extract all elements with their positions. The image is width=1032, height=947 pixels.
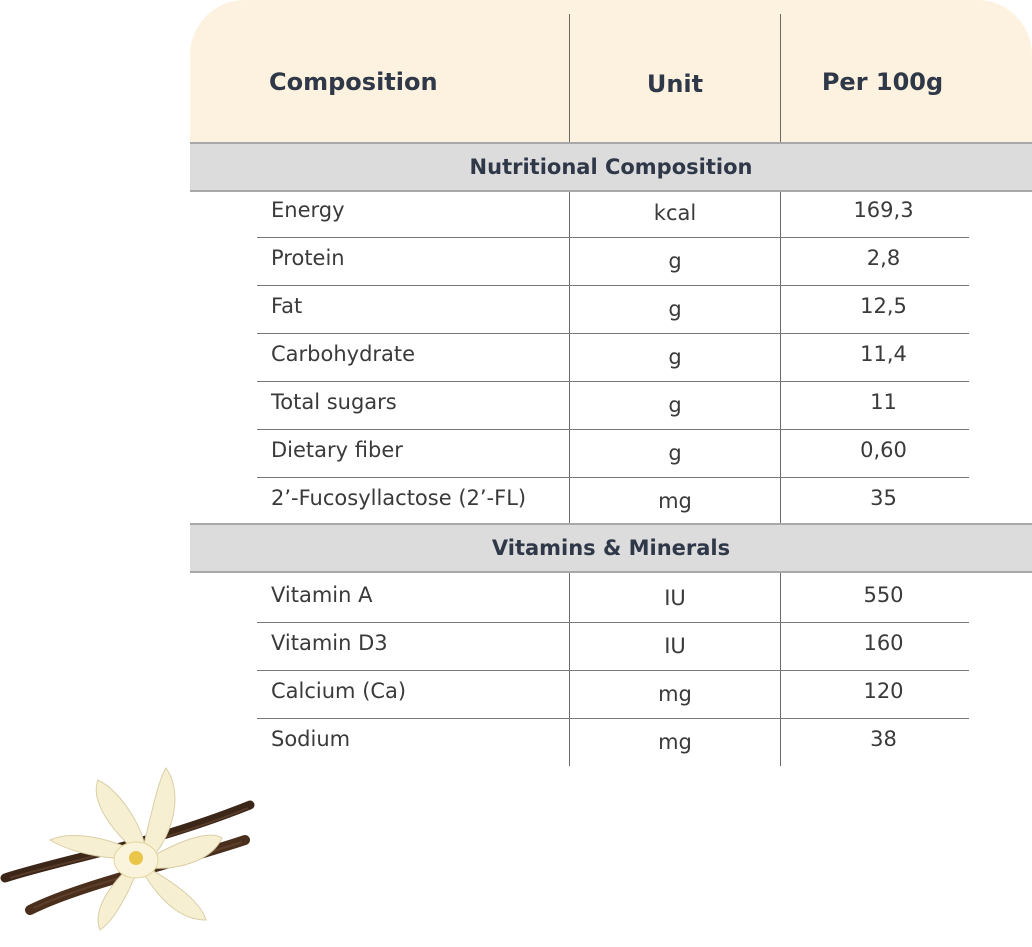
- row-unit: mg: [658, 489, 692, 513]
- row-name: Protein: [271, 246, 345, 270]
- row-value: 38: [870, 727, 897, 751]
- row-value: 11,4: [860, 342, 907, 366]
- row-name: Sodium: [271, 727, 351, 751]
- table-row: [0, 334, 1032, 382]
- row-name: Vitamin A: [271, 583, 373, 607]
- row-value: 0,60: [860, 438, 907, 462]
- row-value: 35: [870, 486, 897, 510]
- row-unit: kcal: [653, 201, 697, 225]
- row-unit: IU: [664, 586, 686, 610]
- row-unit: g: [668, 441, 682, 465]
- row-name: Energy: [271, 198, 345, 222]
- row-unit: IU: [664, 634, 686, 658]
- section-header-vitamins: Vitamins & Minerals: [190, 523, 1032, 573]
- row-value: 12,5: [860, 294, 907, 318]
- row-unit: g: [668, 393, 682, 417]
- row-value: 160: [863, 631, 904, 655]
- row-value: 169,3: [853, 198, 914, 222]
- header-per-100g: Per 100g: [821, 68, 944, 96]
- row-name: Calcium (Ca): [271, 679, 407, 703]
- header-unit: Unit: [646, 70, 704, 98]
- vanilla-flower-icon: [0, 760, 260, 947]
- table-row: [0, 575, 1032, 623]
- row-unit: mg: [658, 730, 692, 754]
- row-value: 550: [863, 583, 904, 607]
- row-name: 2’-Fucosyllactose (2’-FL): [271, 486, 527, 510]
- section-header-nutritional: Nutritional Composition: [190, 142, 1032, 192]
- table-row: [0, 382, 1032, 430]
- row-value: 2,8: [866, 246, 901, 270]
- row-unit: g: [668, 249, 682, 273]
- row-name: Dietary fiber: [271, 438, 403, 462]
- row-name: Fat: [271, 294, 303, 318]
- table-row: [0, 478, 1032, 526]
- table-row: [0, 623, 1032, 671]
- row-unit: g: [668, 297, 682, 321]
- table-row: [0, 286, 1032, 334]
- table-row: [0, 238, 1032, 286]
- row-value: 120: [863, 679, 904, 703]
- row-unit: g: [668, 345, 682, 369]
- table-row: [0, 671, 1032, 719]
- row-name: Vitamin D3: [271, 631, 388, 655]
- row-value: 11: [870, 390, 897, 414]
- header-composition: Composition: [269, 68, 438, 96]
- row-unit: mg: [658, 682, 692, 706]
- table-row: [0, 430, 1032, 478]
- row-name: Total sugars: [271, 390, 397, 414]
- row-name: Carbohydrate: [271, 342, 416, 366]
- table-row: [0, 190, 1032, 238]
